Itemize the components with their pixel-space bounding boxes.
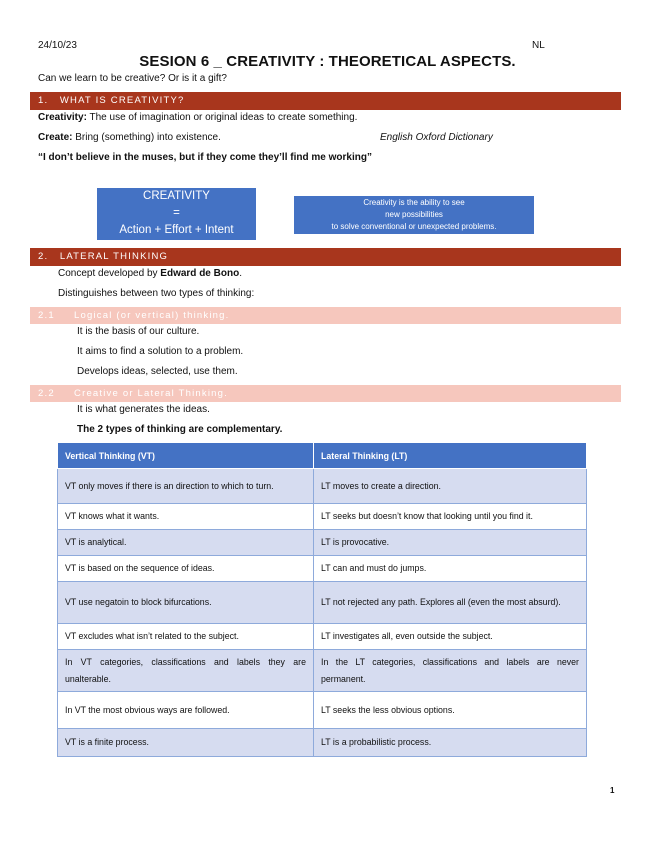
definition-source: English Oxford Dictionary: [380, 132, 493, 143]
creativity-definition-box: [294, 196, 534, 234]
table-cell-lt: LT moves to create a direction.: [314, 469, 587, 504]
thinking-comparison-table: [57, 442, 587, 757]
table-cell-lt: LT seeks but doesn’t know that looking until you find it.: [314, 504, 587, 530]
definition-box-line-3: to solve conventional or unexpected problems.: [331, 222, 497, 231]
table-cell-vt: VT only moves if there is an direction to which to turn.: [58, 469, 314, 504]
logical-point-3: Develops ideas, selected, use them.: [77, 366, 238, 377]
table-cell-lt: LT is provocative.: [314, 530, 587, 556]
table-row: [58, 624, 587, 650]
complementary-note: The 2 types of thinking are complementary.: [77, 424, 283, 435]
table-row: [58, 692, 587, 729]
header-initials: NL: [532, 40, 545, 51]
table-cell-lt: LT can and must do jumps.: [314, 556, 587, 582]
subsection-2-1-heading: [30, 307, 621, 324]
concept-line: [58, 268, 242, 279]
table-cell-vt: VT is a finite process.: [58, 729, 314, 757]
definition-text: Bring (something) into existence.: [72, 132, 221, 143]
table-cell-lt: LT is a probabilistic process.: [314, 729, 587, 757]
definition-creativity: [38, 112, 357, 123]
lateral-point-1: It is what generates the ideas.: [77, 404, 210, 415]
distinguishes-line: Distinguishes between two types of thinking:: [58, 288, 255, 299]
table-cell-vt: VT is analytical.: [58, 530, 314, 556]
formula-line-2: =: [173, 207, 180, 219]
table-cell-lt: In the LT categories, classifications and labels are never permanent.: [314, 650, 587, 692]
subsection-2-1-number: 2.1: [38, 310, 55, 321]
header-date: 24/10/23: [38, 40, 77, 51]
section-2-title: LATERAL THINKING: [59, 251, 169, 262]
concept-prefix: Concept developed by: [58, 268, 161, 279]
table-row: [58, 729, 587, 757]
formula-line-1: CREATIVITY: [143, 190, 210, 202]
page-title: SESION 6 _ CREATIVITY : THEORETICAL ASPECTS.: [139, 53, 516, 70]
table-cell-vt: In VT the most obvious ways are followed.: [58, 692, 314, 729]
section-1-title: WHAT IS CREATIVITY?: [59, 95, 185, 106]
definition-term: Creativity:: [38, 112, 87, 123]
table-cell-lt: LT investigates all, even outside the subject.: [314, 624, 587, 650]
section-2-heading: [30, 248, 621, 266]
table-cell-vt: VT is based on the sequence of ideas.: [58, 556, 314, 582]
subsection-2-1-title: Logical (or vertical) thinking.: [74, 310, 230, 321]
table-cell-vt: VT knows what it wants.: [58, 504, 314, 530]
table-row: [58, 469, 587, 504]
section-1-number: 1.: [38, 95, 49, 106]
table-cell-vt: In VT categories, classifications and labels they are unalterable.: [58, 650, 314, 692]
table-header-vt: Vertical Thinking (VT): [58, 443, 314, 469]
section-1-heading: [30, 92, 621, 110]
definition-text: The use of imagination or original ideas to create something.: [86, 112, 358, 123]
table-row: [58, 556, 587, 582]
concept-suffix: .: [239, 268, 242, 279]
table-cell-vt: VT excludes what isn’t related to the subject.: [58, 624, 314, 650]
table-row: [58, 650, 587, 692]
table-row: [58, 582, 587, 624]
table-row: [58, 504, 587, 530]
page-subtitle: Can we learn to be creative? Or is it a gift?: [38, 73, 227, 84]
quote: “I don’t believe in the muses, but if they come they’ll find me working”: [38, 152, 372, 163]
table-cell-lt: LT not rejected any path. Explores all (even the most absurd).: [314, 582, 587, 624]
logical-point-1: It is the basis of our culture.: [77, 326, 200, 337]
section-2-number: 2.: [38, 251, 49, 262]
table-row: [58, 530, 587, 556]
subsection-2-2-heading: [30, 385, 621, 402]
definition-box-line-1: Creativity is the ability to see: [363, 198, 465, 207]
concept-author: Edward de Bono: [160, 268, 240, 279]
table-cell-vt: VT use negatoin to block bifurcations.: [58, 582, 314, 624]
subsection-2-2-title: Creative or Lateral Thinking.: [74, 388, 228, 399]
formula-line-3: Action + Effort + Intent: [119, 224, 234, 236]
subsection-2-2-number: 2.2: [38, 388, 55, 399]
table-header-row: [58, 443, 587, 469]
logical-point-2: It aims to find a solution to a problem.: [77, 346, 244, 357]
table-cell-lt: LT seeks the less obvious options.: [314, 692, 587, 729]
page-number: 1: [610, 786, 615, 795]
table-header-lt: Lateral Thinking (LT): [314, 443, 587, 469]
definition-create: [38, 132, 221, 143]
definition-term: Create:: [38, 132, 73, 143]
definition-box-line-2: new possibilities: [385, 210, 443, 219]
creativity-formula-box: [97, 188, 256, 240]
